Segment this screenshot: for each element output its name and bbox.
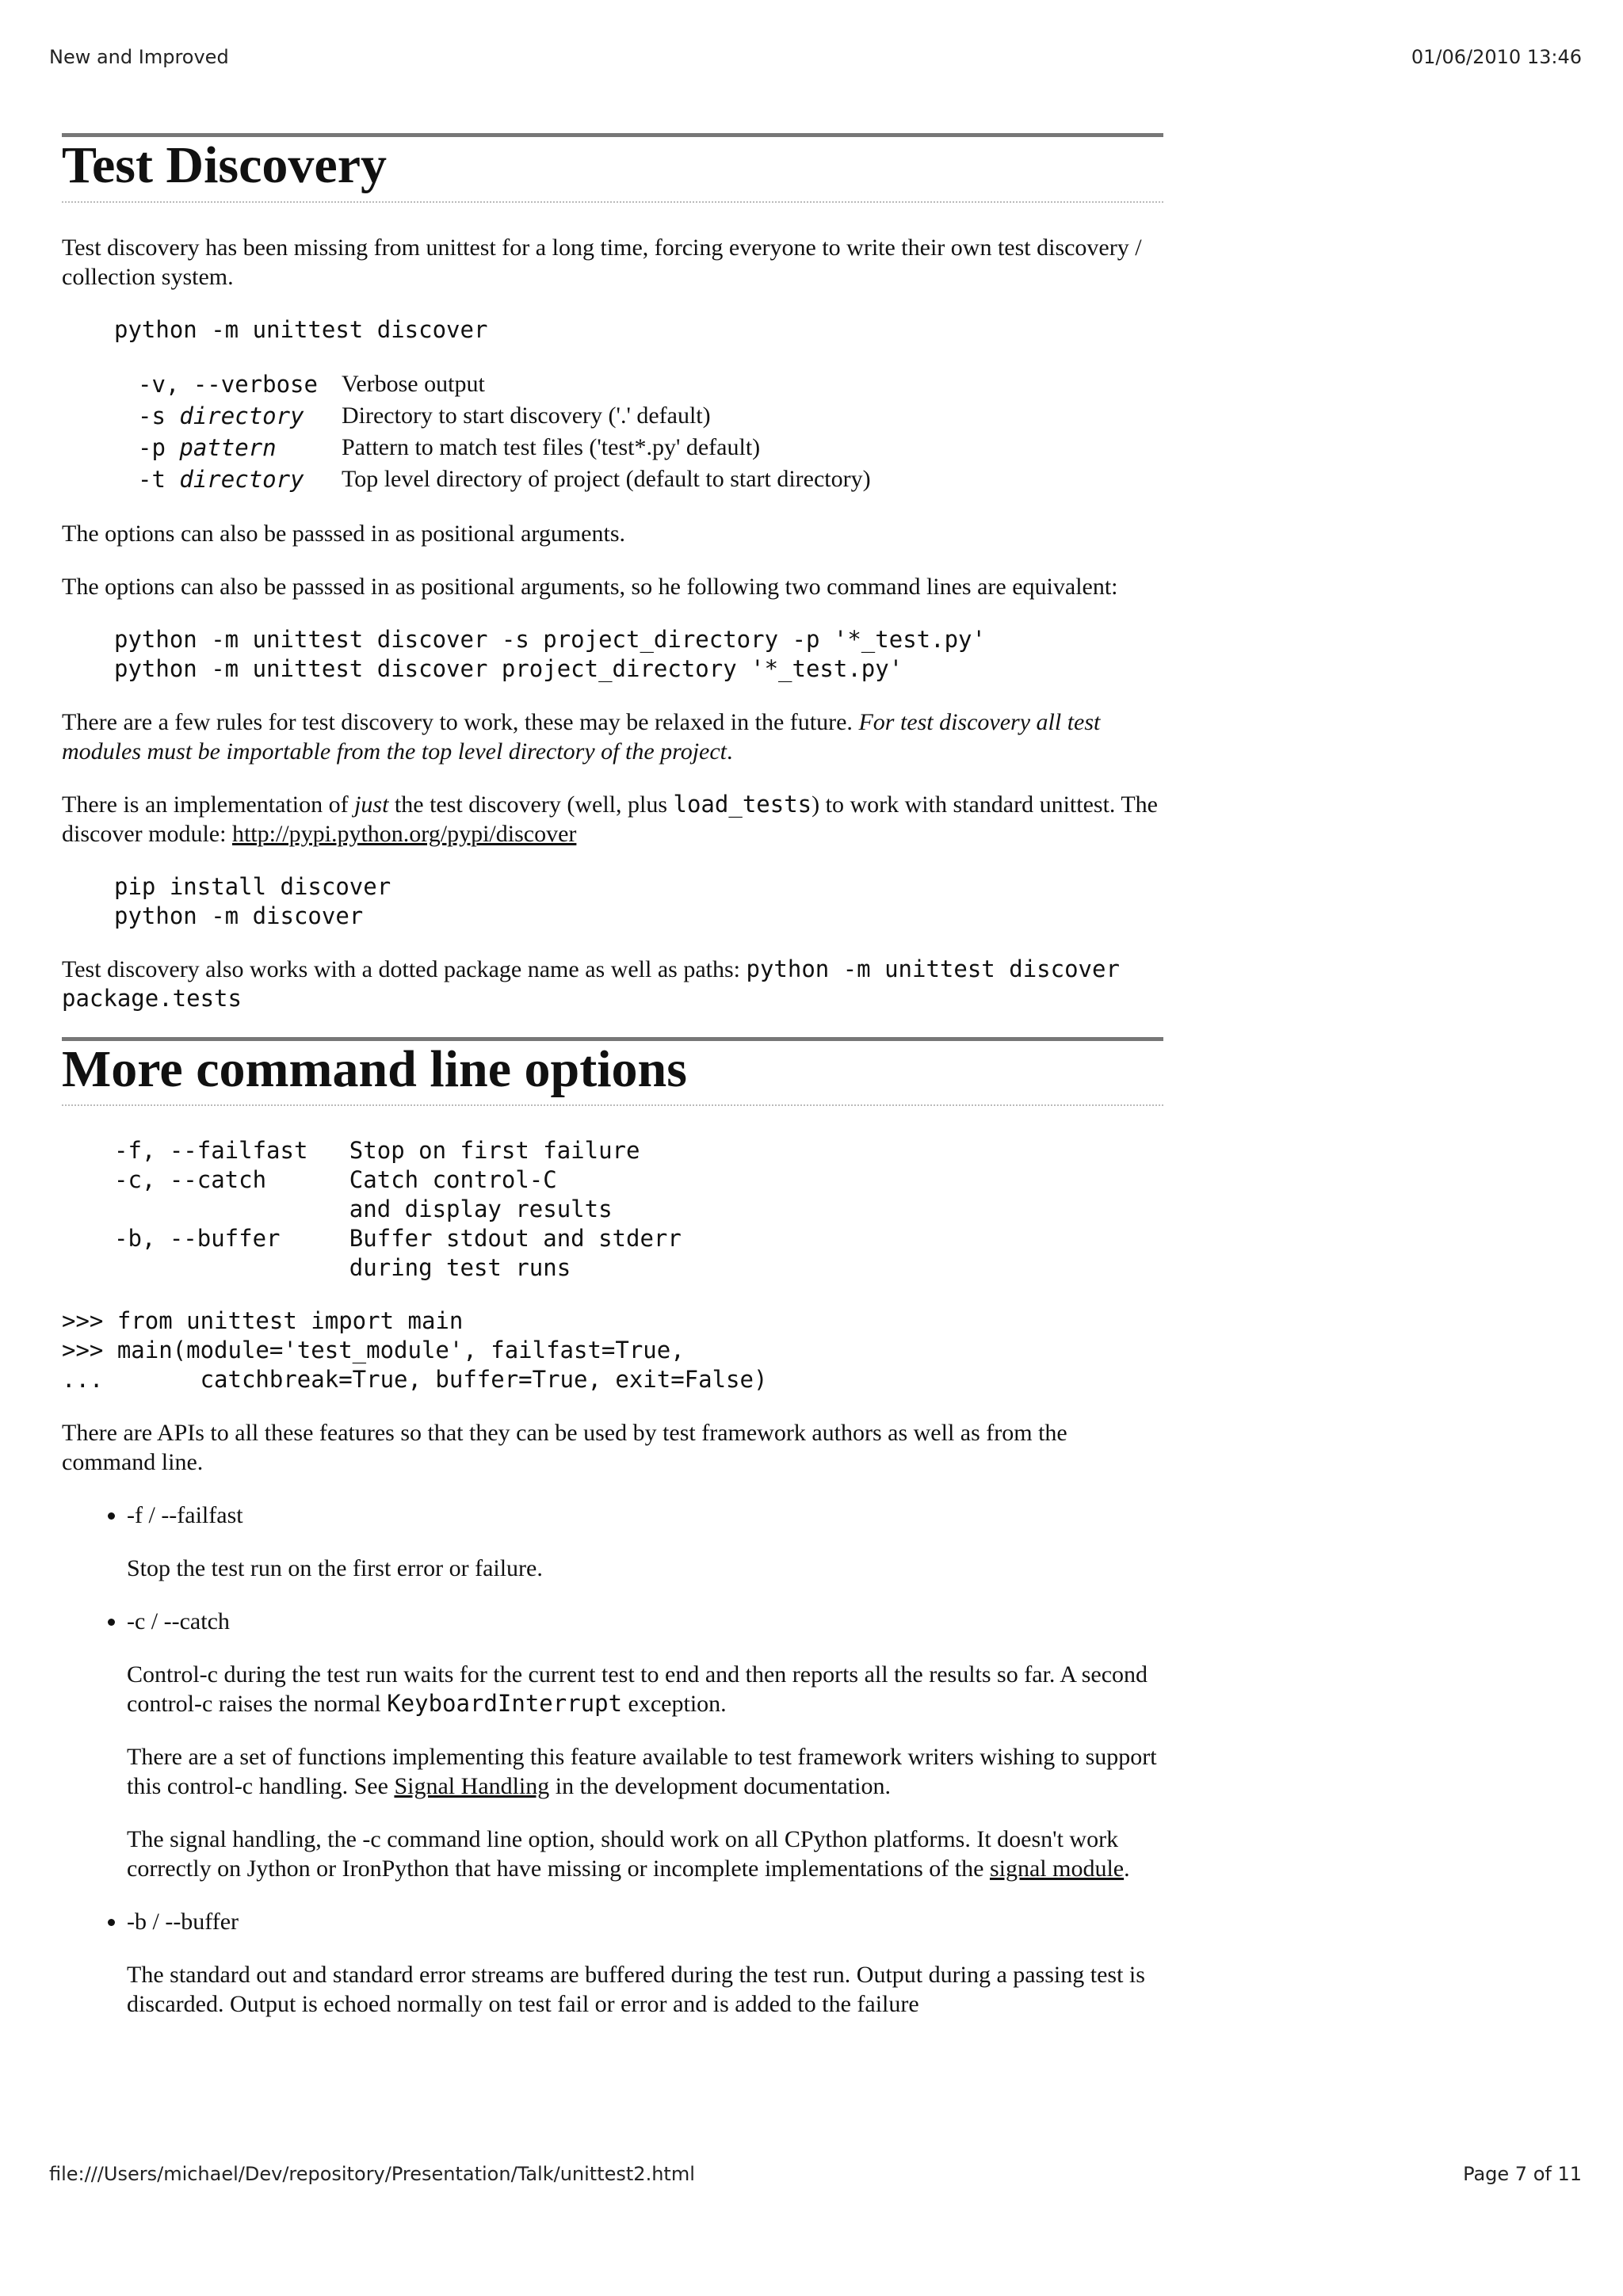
main-code-block: >>> from unittest import main >>> main(module='test_module', failfast=True, ... catchbreak=True, buffer=True, exit=False) <box>62 1307 768 1394</box>
impl-text-2: the test discovery (well, plus <box>388 791 674 818</box>
option-flag-text: -s <box>138 402 180 429</box>
apis-paragraph: There are APIs to all these features so that they can be used by test framework authors as well as from the command line. <box>62 1420 1067 1476</box>
option-desc: Verbose output <box>341 370 485 397</box>
page-footer-url: file:///Users/michael/Dev/repository/Presentation/Talk/unittest2.html <box>49 2163 695 2185</box>
catch-p1-end: exception. <box>622 1691 727 1718</box>
impl-text-1: There is an implementation of <box>62 791 355 818</box>
option-desc: Pattern to match test files ('test*.py' default) <box>341 433 761 460</box>
catch-label: -c / --catch <box>127 1608 230 1635</box>
discover-pypi-link[interactable]: http://pypi.python.org/pypi/discover <box>231 820 577 847</box>
catch-p2-end: in the development documentation. <box>549 1773 891 1800</box>
pip-command-2: python -m discover <box>114 902 364 929</box>
option-flag-text: -p <box>138 433 180 461</box>
impl-code: load_tests <box>673 790 812 818</box>
failfast-description: Stop the test run on the first error or failure. <box>127 1555 543 1582</box>
pip-commands <box>62 872 1163 931</box>
pip-command-1: pip install discover <box>114 872 391 900</box>
catch-p3-text: The signal handling, the -c command line option, should work on all CPython platforms. It doesn't work correctly on Jython or IronPython that have missing or incomplete implementations of the <box>127 1826 1119 1882</box>
option-desc: Top level directory of project (default to start directory) <box>341 465 871 492</box>
buffer-label: -b / --buffer <box>127 1909 239 1936</box>
option-row <box>138 400 871 432</box>
equivalent-command-2: python -m unittest discover project_directory '*_test.py' <box>114 654 903 682</box>
document-body <box>62 133 1163 2042</box>
positional-long-paragraph: The options can also be passsed in as positional arguments, so he following two command lines are equivalent: <box>62 573 1118 600</box>
equivalent-command-1: python -m unittest discover -s project_directory -p '*_test.py' <box>114 625 986 653</box>
rules-end: . <box>727 738 733 765</box>
heading-more-options: More command line options <box>62 1041 1163 1107</box>
option-flag-text: -v, --verbose <box>138 370 318 398</box>
options-list <box>62 1501 1163 2019</box>
impl-emphasis: just <box>354 791 389 818</box>
option-arg: directory <box>179 465 304 493</box>
list-item-buffer <box>127 1907 1163 2019</box>
page-footer-page-number: Page 7 of 11 <box>1463 2163 1582 2185</box>
option-desc: Directory to start discovery ('.' default) <box>341 402 711 429</box>
signal-handling-link[interactable]: Signal Handling <box>394 1773 550 1800</box>
section-more-options <box>62 1037 1163 1107</box>
option-arg: pattern <box>179 433 277 461</box>
catch-paragraph-1 <box>127 1660 1163 1718</box>
option-row <box>138 432 871 463</box>
signal-module-link[interactable]: signal module <box>989 1855 1125 1882</box>
catch-p3-end: . <box>1124 1855 1130 1882</box>
rules-emphasis: For test discovery all test modules must be importable from the top level directory of the project <box>62 708 1101 765</box>
option-flag-text: -t <box>138 465 180 493</box>
dotted-text: Test discovery also works with a dotted package name as well as paths: <box>62 955 747 982</box>
heading-test-discovery: Test Discovery <box>62 137 1163 203</box>
option-flag <box>138 463 342 495</box>
option-flag <box>138 368 342 400</box>
rules-paragraph <box>62 707 1163 766</box>
option-flag <box>138 432 342 463</box>
catch-p1-text: Control-c during the test run waits for the current test to end and then reports all the results so far. A second control-c raises the normal <box>127 1661 1148 1718</box>
list-item-catch <box>127 1607 1163 1883</box>
page-header-title: New and Improved <box>49 46 229 68</box>
section-test-discovery <box>62 133 1163 203</box>
catch-p2-text: There are a set of functions implementing this feature available to test framework writers wishing to support this control-c handling. See <box>127 1744 1157 1800</box>
equivalent-commands <box>62 625 1163 684</box>
option-row <box>138 463 871 495</box>
option-row <box>138 368 871 400</box>
option-flag <box>138 400 342 432</box>
dotted-package-paragraph <box>62 955 1163 1013</box>
positional-short-paragraph: The options can also be passsed in as positional arguments. <box>62 520 625 547</box>
catch-p1-code: KeyboardInterrupt <box>387 1690 623 1718</box>
catch-paragraph-2 <box>127 1742 1163 1801</box>
dotted-code: python -m unittest discover package.tests <box>62 955 1120 1012</box>
catch-paragraph-3 <box>127 1825 1163 1883</box>
more-options-block: -f, --failfast Stop on first failure -c, --catch Catch control-C and display results -b, --buffer Buffer stdout and stderr during test runs <box>114 1137 682 1282</box>
discover-command: python -m unittest discover <box>114 315 488 343</box>
rules-text: There are a few rules for test discovery to work, these may be relaxed in the future. <box>62 708 859 735</box>
list-item-failfast <box>127 1501 1163 1583</box>
buffer-description: The standard out and standard error streams are buffered during the test run. Output during a passing test is discarded. Output is echoed normally on test fail or error and is added to the failure <box>127 1962 1145 2018</box>
page-header-datetime: 01/06/2010 13:46 <box>1411 46 1582 68</box>
impl-text-3: ) to work with standard unittest. The discover module: <box>62 791 1158 847</box>
intro-paragraph: Test discovery has been missing from unittest for a long time, forcing everyone to write their own test discovery / collection system. <box>62 234 1142 290</box>
discover-options-table <box>138 368 871 495</box>
failfast-label: -f / --failfast <box>127 1502 243 1529</box>
implementation-paragraph <box>62 790 1163 849</box>
option-arg: directory <box>179 402 304 429</box>
